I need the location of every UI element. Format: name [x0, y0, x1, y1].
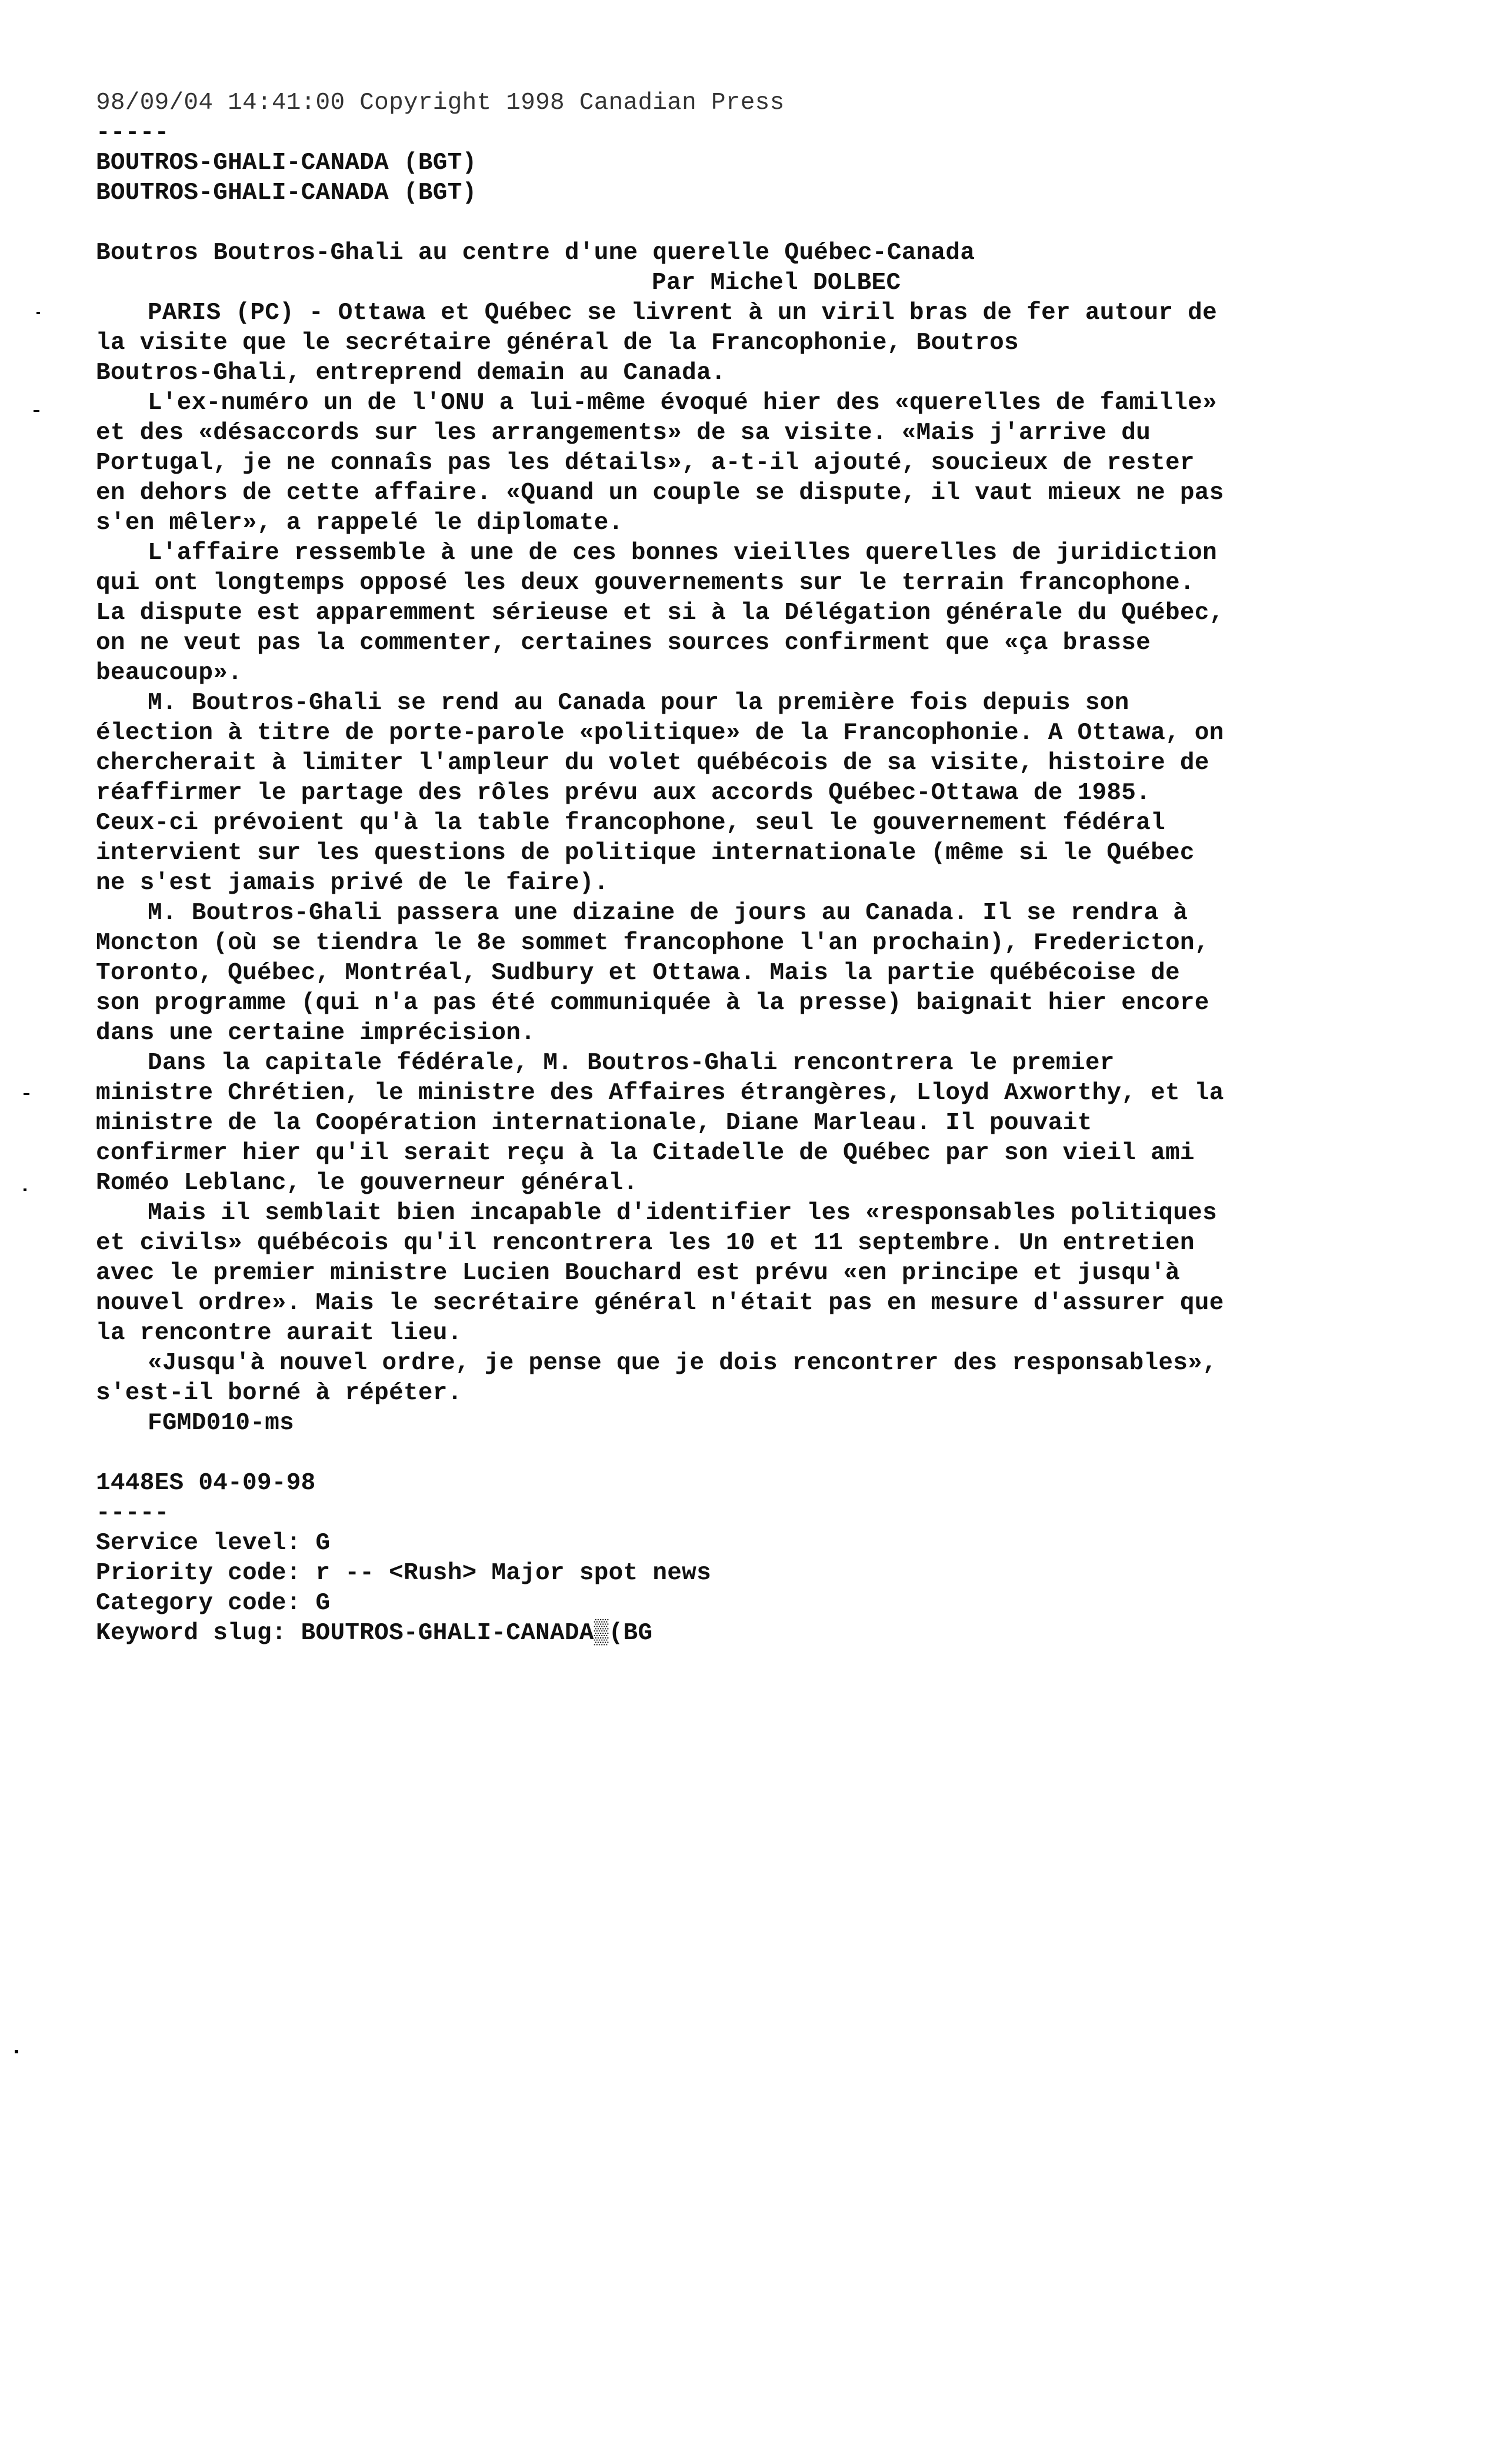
article-line: «Jusqu'à nouvel ordre, je pense que je dois rencontrer des responsables»,	[148, 1350, 1217, 1377]
article-line: PARIS (PC) - Ottawa et Québec se livrent à un viril bras de fer autour de	[148, 299, 1217, 327]
footer-separator: -----	[96, 1500, 169, 1527]
spacer	[96, 208, 1472, 238]
article-line: chercherait à limiter l'ampleur du volet québécois de sa visite, histoire de	[96, 750, 1209, 777]
article-body	[96, 298, 1472, 1439]
byline: Par Michel DOLBEC	[652, 269, 901, 297]
article-line: Roméo Leblanc, le gouverneur général.	[96, 1170, 638, 1197]
article-line: s'en mêler», a rappelé le diplomate.	[96, 510, 624, 537]
article-line: dans une certaine imprécision.	[96, 1020, 536, 1047]
article-line: Mais il semblait bien incapable d'identifier les «responsables politiques	[148, 1200, 1217, 1227]
article-line: L'affaire ressemble à une de ces bonnes vieilles querelles de juridiction	[148, 540, 1217, 567]
margin-speck	[34, 410, 39, 412]
article-line: ne s'est jamais privé de le faire).	[96, 870, 609, 897]
article-line: L'ex-numéro un de l'ONU a lui-même évoqué hier des «querelles de famille»	[148, 389, 1217, 417]
article-line: La dispute est apparemment sérieuse et si à la Délégation générale du Québec,	[96, 600, 1224, 627]
article-line: réaffirmer le partage des rôles prévu aux accords Québec-Ottawa de 1985.	[96, 780, 1151, 807]
article-line: en dehors de cette affaire. «Quand un couple se dispute, il vaut mieux ne pas	[96, 480, 1224, 507]
article-line: la visite que le secrétaire général de la Francophonie, Boutros	[96, 329, 1019, 357]
article-line: nouvel ordre». Mais le secrétaire général n'était pas en mesure d'assurer que	[96, 1290, 1224, 1317]
article-line: Moncton (où se tiendra le 8e sommet francophone l'an prochain), Fredericton,	[96, 930, 1209, 957]
article-line: ministre de la Coopération internationale, Diane Marleau. Il pouvait	[96, 1110, 1092, 1137]
article-line: Boutros-Ghali, entreprend demain au Canada.	[96, 359, 726, 387]
priority-code: Priority code: r -- <Rush> Major spot news	[96, 1560, 711, 1587]
article-line: son programme (qui n'a pas été communiquée à la presse) baignait hier encore	[96, 990, 1209, 1017]
article-line: M. Boutros-Ghali se rend au Canada pour la première fois depuis son	[148, 690, 1129, 717]
article-line: ministre Chrétien, le ministre des Affaires étrangères, Lloyd Axworthy, et la	[96, 1080, 1224, 1107]
article-line: Dans la capitale fédérale, M. Boutros-Ghali rencontrera le premier	[148, 1050, 1115, 1077]
article-line: et civils» québécois qu'il rencontrera les 10 et 11 septembre. Un entretien	[96, 1230, 1195, 1257]
article-line: qui ont longtemps opposé les deux gouvernements sur le terrain francophone.	[96, 570, 1195, 597]
article-line: on ne veut pas la commenter, certaines sources confirment que «ça brasse	[96, 630, 1151, 657]
article-line: Toronto, Québec, Montréal, Sudbury et Ottawa. Mais la partie québécoise de	[96, 960, 1180, 987]
wire-document	[96, 88, 1472, 1649]
header-separator: -----	[96, 119, 169, 146]
article-line: Ceux-ci prévoient qu'à la table francophone, seul le gouvernement fédéral	[96, 810, 1165, 837]
headline: Boutros Boutros-Ghali au centre d'une querelle Québec-Canada	[96, 239, 975, 267]
article-line: beaucoup».	[96, 660, 243, 687]
margin-speck	[24, 1093, 29, 1095]
article-line: et des «désaccords sur les arrangements» de sa visite. «Mais j'arrive du	[96, 419, 1151, 447]
footer-time-date: 1448ES 04-09-98	[96, 1470, 316, 1497]
article-line: confirmer hier qu'il serait reçu à la Citadelle de Québec par son vieil ami	[96, 1140, 1195, 1167]
margin-speck	[36, 312, 40, 314]
article-line: FGMD010-ms	[148, 1410, 295, 1437]
spacer	[96, 1439, 1472, 1469]
article-line: s'est-il borné à répéter.	[96, 1380, 462, 1407]
article-line: avec le premier ministre Lucien Bouchard est prévu «en principe et jusqu'à	[96, 1260, 1180, 1287]
keyword-slug: Keyword slug: BOUTROS-GHALI-CANADA▒(BG	[96, 1620, 653, 1647]
slug-line-2: BOUTROS-GHALI-CANADA (BGT)	[96, 179, 477, 207]
service-level: Service level: G	[96, 1530, 331, 1557]
article-line: élection à titre de porte-parole «politique» de la Francophonie. A Ottawa, on	[96, 720, 1224, 747]
margin-speck	[24, 1188, 26, 1191]
margin-speck	[15, 2050, 18, 2053]
slug-line-1: BOUTROS-GHALI-CANADA (BGT)	[96, 149, 477, 177]
article-line: intervient sur les questions de politique internationale (même si le Québec	[96, 840, 1195, 867]
article-line: Portugal, je ne connaîs pas les détails», a-t-il ajouté, soucieux de rester	[96, 449, 1195, 477]
article-line: la rencontre aurait lieu.	[96, 1320, 462, 1347]
category-code: Category code: G	[96, 1590, 331, 1617]
article-line: M. Boutros-Ghali passera une dizaine de jours au Canada. Il se rendra à	[148, 900, 1188, 927]
timestamp-copyright-line: 98/09/04 14:41:00 Copyright 1998 Canadian Press	[96, 89, 785, 116]
